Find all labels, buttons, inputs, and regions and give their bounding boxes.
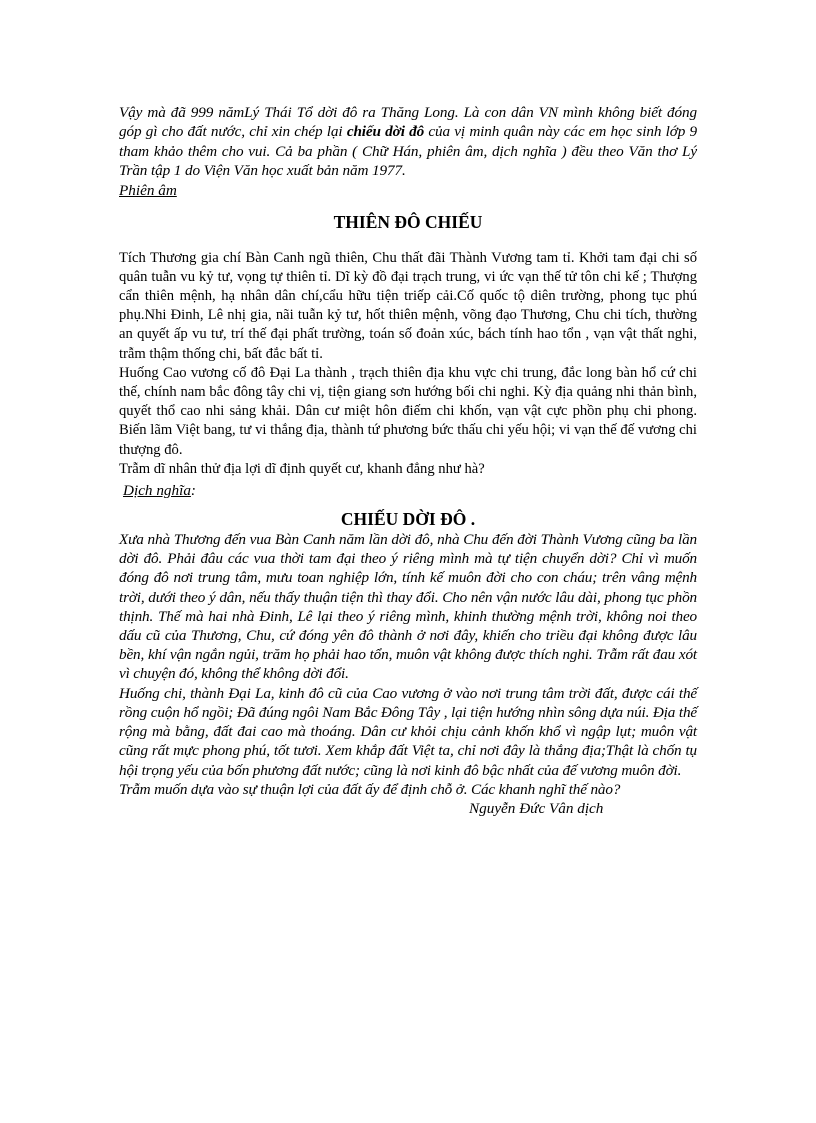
intro-text-after: của vị minh quân này các em học sinh lớp 9 tham khảo thêm cho vui. Cả ba phần ( Chữ Hán, phiên âm, dịch nghĩa ) đều theo Văn thơ Lý Trần tập 1 do Viện Văn học xuất bản năm 1977. — [119, 123, 698, 180]
dich-nghia-label: Dịch nghĩa — [123, 482, 191, 500]
dich-nghia-paragraph-1: Xưa nhà Thương đến vua Bàn Canh năm lần dời đô, nhà Chu đến đời Thành Vương cũng ba lần dời đô. Phải đâu các vua thời tam đại theo ý riêng mình mà tự tiện chuyển dời? Chỉ vì muốn đóng đô nơi trung tâm, mưu toan nghiệp lớn, tính kế muôn đời cho con cháu; trên vâng mệnh trời, dưới theo ý dân, nếu thấy thuận tiện thì thay đổi. Cho nên vận nước lâu dài, phong tục phồn thịnh. Thế mà hai nhà Đinh, Lê lại theo ý riêng mình, khinh thường mệnh trời, không noi theo dấu cũ của Thương, Chu, cứ đóng yên đô thành ở nơi đây, khiến cho triều đại không được lâu bền, khí vận ngắn ngủi, trăm họ phải hao tổn, muôn vật không được thích nghi. Trẫm rất đau xót vì chuyện đó, không thể không dời đổi. — [119, 531, 697, 683]
dich-nghia-paragraph-3: Trẫm muốn dựa vào sự thuận lợi của đất ấy để định chỗ ở. Các khanh nghĩ thế nào? — [119, 780, 621, 798]
phien-am-title: THIÊN ĐÔ CHIẾU — [333, 211, 483, 232]
document-page — [119, 103, 697, 818]
phien-am-paragraph-1: Tích Thương gia chí Bàn Canh ngũ thiên, Chu thất đãi Thành Vương tam tỉ. Khởi tam đại chi số quân tuẫn vu kỷ tư, vọng tự thiên tỉ. Dĩ kỳ đồ đại trạch trung, vi ức vạn thế tử tôn chi kế ; Thượng cẩn thiên mệnh, hạ nhân dân chí,cẩu hữu tiện triếp cải.Cố quốc tộ diên trường, phong tục phú phụ.Nhi Đinh, Lê nhị gia, nãi tuẫn kỷ tư, hốt thiên mệnh, võng đạo Thương, Chu chi tích, thường an quyết ấp vu tư, trí thế đại phất trường, toán số đoản xúc, bách tính hao tổn , vạn vật thất nghi, trẫm thậm thống chi, bất đắc bất tỉ. — [119, 249, 697, 362]
dich-nghia-label-suffix: : — [190, 482, 196, 500]
phien-am-label: Phiên âm — [119, 181, 177, 199]
intro-text-before: Vậy mà đã 999 nămLý Thái Tổ dời đô ra Thăng Long. Là con dân VN mình không biết đóng góp gì cho đất nước, chỉ xin chép lại — [119, 104, 697, 141]
intro-bold-text: chiếu dời đô — [346, 123, 425, 141]
phien-am-paragraph-3: Trẫm dĩ nhân thử địa lợi dĩ định quyết cư, khanh đẳng như hà? — [119, 460, 485, 477]
translator-credit: Nguyễn Đức Vân dịch — [469, 799, 604, 817]
intro-paragraph — [119, 103, 697, 181]
dich-nghia-title: CHIẾU DỜI ĐÔ . — [340, 509, 476, 530]
phien-am-paragraph-2: Huống Cao vương cố đô Đại La thành , trạch thiên địa khu vực chi trung, đắc long bàn hổ cứ chi thế, chính nam bắc đông tây chi vị, tiện giang sơn hướng bối chi nghi. Kỳ địa quảng nhi thản bình, quyết thổ cao nhi sảng khải. Dân cư miệt hôn điếm chi khốn, vạn vật cực phồn phụ chi phong. Biến lãm Việt bang, tư vi thắng địa, thành tứ phương bức thấu chi yếu hội; vi vạn thế đế vương chi thượng đô. — [119, 364, 697, 458]
dich-nghia-paragraph-2: Huống chi, thành Đại La, kinh đô cũ của Cao vương ở vào nơi trung tâm trời đất, được cái thế rồng cuộn hổ ngồi; Đã đúng ngôi Nam Bắc Đông Tây , lại tiện hướng nhìn sông dựa núi. Địa thế rộng mà bằng, đất đai cao mà thoáng. Dân cư khỏi chịu cảnh khốn khổ vì ngập lụt; muôn vật cũng rất mực phong phú, tốt tươi. Xem khắp đất Việt ta, chỉ nơi đây là thắng địa;Thật là chốn tụ hội trọng yếu của bốn phương đất nước; cũng là nơi kinh đô bậc nhất của đế vương muôn đời. — [119, 684, 697, 779]
dich-nghia-label-line — [119, 481, 697, 500]
